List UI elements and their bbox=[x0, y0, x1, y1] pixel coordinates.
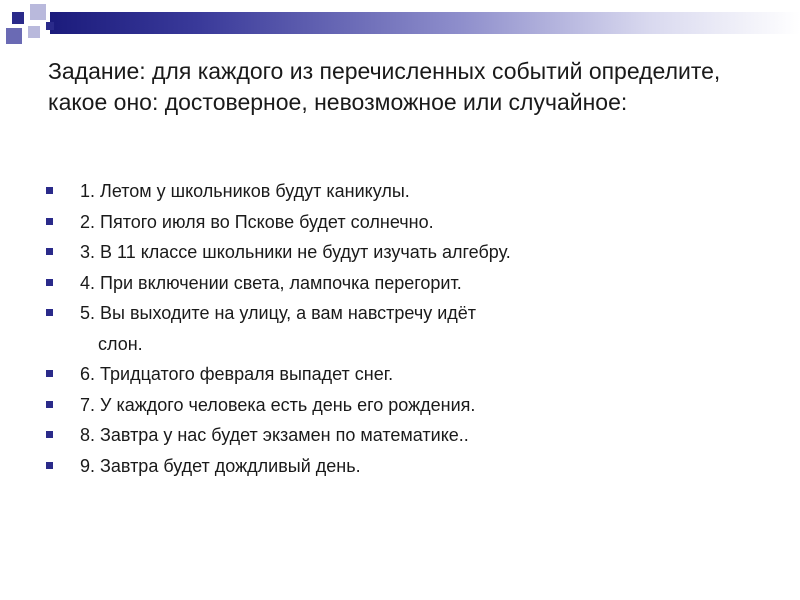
square-bullet-icon bbox=[46, 370, 53, 377]
list-item bbox=[46, 268, 766, 299]
list-item-text: 6. Тридцатого февраля выпадет снег. bbox=[80, 364, 394, 384]
decor-square-icon bbox=[30, 4, 46, 20]
square-bullet-icon bbox=[46, 279, 53, 286]
list-item-text: 2. Пятого июля во Пскове будет солнечно. bbox=[80, 211, 434, 232]
square-bullet-icon bbox=[46, 462, 53, 469]
list-item-text: 4. При включении света, лампочка перегорит. bbox=[80, 272, 462, 293]
header-gradient-band bbox=[50, 12, 800, 34]
list-item-text: слон. bbox=[98, 333, 143, 354]
square-bullet-icon bbox=[46, 431, 53, 438]
task-list bbox=[46, 176, 766, 481]
list-item-text: 7. У каждого человека есть день его рождения. bbox=[80, 394, 476, 415]
square-bullet-icon bbox=[46, 218, 53, 225]
slide-title: Задание: для каждого из перечисленных событий определите, какое оно: достоверное, невозможное или случайное: bbox=[48, 58, 721, 115]
list-item-text: 9. Завтра будет дождливый день. bbox=[80, 455, 361, 476]
square-bullet-icon bbox=[46, 248, 53, 255]
list-item-continuation bbox=[46, 329, 766, 360]
decor-square-icon bbox=[28, 26, 40, 38]
list-item bbox=[46, 451, 766, 482]
decor-square-icon bbox=[12, 12, 24, 24]
list-item bbox=[46, 359, 766, 390]
list-item bbox=[46, 207, 766, 238]
list-item bbox=[46, 237, 766, 268]
list-item-text: 1. Летом у школьников будут каникулы. bbox=[80, 181, 410, 201]
list-item-text: 8. Завтра у нас будет экзамен по математике.. bbox=[80, 425, 469, 445]
list-item bbox=[46, 420, 766, 451]
list-item-text: 3. В 11 классе школьники не будут изучать алгебру. bbox=[80, 242, 511, 262]
list-item bbox=[46, 176, 766, 207]
list-item bbox=[46, 390, 766, 421]
decor-square-icon bbox=[6, 28, 22, 44]
square-bullet-icon bbox=[46, 309, 53, 316]
list-item bbox=[46, 298, 766, 329]
list-item-text: 5. Вы выходите на улицу, а вам навстречу идёт bbox=[80, 303, 477, 323]
decor-square-icon bbox=[46, 22, 54, 30]
square-bullet-icon bbox=[46, 187, 53, 194]
square-bullet-icon bbox=[46, 401, 53, 408]
